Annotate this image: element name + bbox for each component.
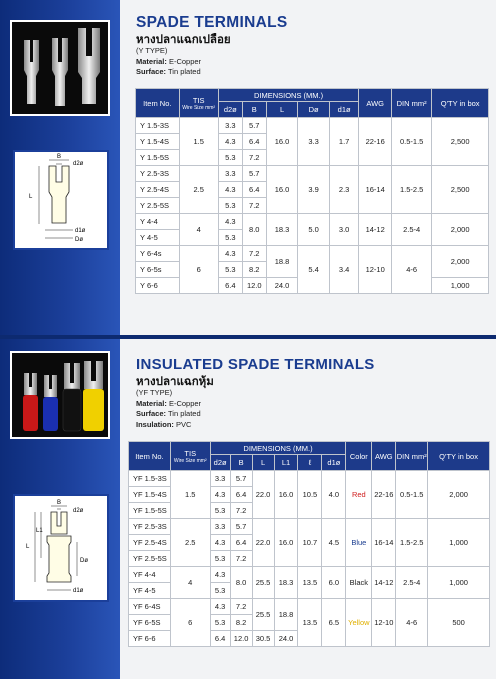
item-number-cell: Y 6-5s (136, 262, 180, 278)
table-cell: 25.5 (252, 599, 274, 631)
table-cell: 4 (170, 567, 210, 599)
insulated-terminal-drawing (13, 494, 109, 602)
table-cell: 22.0 (252, 519, 274, 567)
item-number-cell: Y 6-6 (136, 278, 180, 294)
table-cell: 24.0 (274, 631, 298, 647)
table-cell: 12.0 (230, 631, 252, 647)
header-dimensions: DIMENSIONS (MM.) (210, 442, 346, 455)
table-cell: 2.5-4 (396, 567, 428, 599)
table-cell: 0.5-1.5 (392, 118, 432, 166)
label-d1: d1ø (73, 588, 84, 594)
table-cell: 5.3 (210, 583, 230, 599)
table-cell: 5.3 (218, 198, 242, 214)
table-cell: 16.0 (274, 519, 298, 567)
table-cell: 14-12 (372, 567, 396, 599)
label-b: B (57, 500, 62, 506)
table-cell: 16-14 (359, 166, 392, 214)
insulation-line: Insulation: PVC (136, 419, 192, 429)
item-number-cell: Y 2.5-4S (136, 182, 180, 198)
table-cell: 4.3 (210, 487, 230, 503)
header-d2: d2ø (210, 455, 230, 471)
table-cell: 18.3 (274, 567, 298, 599)
spade-terminals-section (0, 0, 496, 335)
header-d2: d2ø (218, 102, 242, 118)
table-cell: 1.7 (329, 118, 358, 166)
header-color: Color (346, 442, 372, 471)
label-d: Dø (80, 558, 88, 564)
insulated-terminals-photo (10, 351, 110, 439)
item-number-cell: Y 2.5-3S (136, 166, 180, 182)
table-cell: 0.5-1.5 (396, 471, 428, 519)
label-l: L (29, 194, 33, 200)
table-cell: 5.7 (230, 519, 252, 535)
table-cell: 18.8 (266, 246, 298, 278)
color-yellow: Yellow (346, 599, 372, 647)
table-cell: 6.4 (230, 535, 252, 551)
color-red: Red (346, 471, 372, 519)
item-number-cell: YF 4-4 (129, 567, 171, 583)
table-cell: 4.0 (322, 471, 346, 519)
table-cell: 13.5 (298, 567, 322, 599)
header-d: Dø (298, 102, 330, 118)
material-line: Material: E-Copper (136, 398, 202, 408)
item-number-cell: YF 2.5-4S (129, 535, 171, 551)
spec-info (136, 388, 201, 430)
header-l1: L1 (274, 455, 298, 471)
table-cell: 3.0 (329, 214, 358, 246)
table-cell: 22-16 (372, 471, 396, 519)
table-cell: 1.5-2.5 (392, 166, 432, 214)
item-number-cell: Y 1.5-5S (136, 150, 180, 166)
table-cell: 8.0 (230, 567, 252, 599)
table-cell: 8.2 (242, 262, 266, 278)
header-din: DIN mm² (396, 442, 428, 471)
label-b: B (57, 154, 62, 160)
table-cell: 1,000 (428, 567, 490, 599)
table-cell: 2.5-4 (392, 214, 432, 246)
label-d2: d2ø (73, 161, 84, 167)
table-cell: 6.4 (210, 631, 230, 647)
table-cell: 7.2 (242, 246, 266, 262)
table-cell: 2,500 (432, 118, 489, 166)
table-cell: 12-10 (359, 246, 392, 294)
table-cell: 5.7 (242, 118, 266, 134)
item-number-cell: YF 1.5-3S (129, 471, 171, 487)
table-cell: 4.3 (218, 214, 242, 230)
table-cell: 24.0 (266, 278, 298, 294)
header-item: Item No. (129, 442, 171, 471)
section-title: SPADE TERMINALS (136, 14, 288, 31)
header-l: L (252, 455, 274, 471)
table-cell: 5.4 (298, 246, 330, 294)
header-tis: TIS Wire Size mm² (179, 89, 218, 118)
table-cell: 2.5 (170, 519, 210, 567)
table-row (129, 519, 490, 535)
label-d2: d2ø (73, 508, 84, 514)
table-cell: 3.3 (218, 118, 242, 134)
table-cell: 7.2 (242, 150, 266, 166)
table-cell: 5.3 (210, 551, 230, 567)
table-cell: 6.0 (322, 567, 346, 599)
table-cell: 3.9 (298, 166, 330, 214)
table-cell: 2,000 (428, 471, 490, 519)
surface-line: Surface: Tin plated (136, 409, 201, 418)
section-title: INSULATED SPADE TERMINALS (136, 356, 375, 373)
table-cell: 1.5 (170, 471, 210, 519)
header-b: B (230, 455, 252, 471)
header-d1: d1ø (329, 102, 358, 118)
color-black: Black (346, 567, 372, 599)
table-cell: 3.4 (329, 246, 358, 294)
table-cell: 2,500 (432, 166, 489, 214)
spade-spec-table (135, 88, 489, 294)
surface-line: Surface: Tin plated (136, 67, 201, 76)
table-cell: 30.5 (252, 631, 274, 647)
label-d: Dø (75, 237, 83, 243)
table-cell: 1.5-2.5 (396, 519, 428, 567)
table-cell: 25.5 (252, 567, 274, 599)
spec-info (136, 46, 201, 78)
type-label: (YF TYPE) (136, 388, 173, 397)
item-number-cell: YF 6-5S (129, 615, 171, 631)
table-cell: 16.0 (266, 118, 298, 166)
table-cell: 4 (179, 214, 218, 246)
table-row (136, 118, 489, 134)
table-cell: 16.0 (274, 471, 298, 519)
label-l1: L1 (36, 528, 43, 534)
header-ell: ℓ (298, 455, 322, 471)
table-cell: 12-10 (372, 599, 396, 647)
table-cell: 5.7 (230, 471, 252, 487)
header-l: L (266, 102, 298, 118)
table-cell: 1,000 (428, 519, 490, 567)
table-cell: 500 (428, 599, 490, 647)
table-cell: 13.5 (298, 599, 322, 647)
table-cell: 5.7 (242, 166, 266, 182)
table-cell: 2.5 (179, 166, 218, 214)
item-number-cell: YF 2.5-5S (129, 551, 171, 567)
table-cell: 4.3 (218, 182, 242, 198)
item-number-cell: YF 4-5 (129, 583, 171, 599)
section-thai-title: หางปลาแฉกหุ้ม (136, 376, 214, 388)
table-cell: 6.5 (322, 599, 346, 647)
header-item: Item No. (136, 89, 180, 118)
table-cell: 14-12 (359, 214, 392, 246)
table-cell: 22-16 (359, 118, 392, 166)
item-number-cell: YF 6-6 (129, 631, 171, 647)
table-cell: 6.4 (242, 134, 266, 150)
item-number-cell: Y 4-4 (136, 214, 180, 230)
header-qty: Q'TY in box (432, 89, 489, 118)
header-b: B (242, 102, 266, 118)
table-cell: 4-6 (392, 246, 432, 294)
table-cell: 6.4 (218, 278, 242, 294)
table-cell: 7.2 (242, 198, 266, 214)
table-cell: 16.0 (266, 166, 298, 214)
type-label: (Y TYPE) (136, 46, 168, 55)
table-cell: 4.3 (210, 567, 230, 583)
table-cell: 8.0 (242, 214, 266, 246)
table-cell: 7.2 (230, 599, 252, 615)
header-awg: AWG (359, 89, 392, 118)
table-cell: 7.2 (230, 503, 252, 519)
table-cell: 8.2 (230, 615, 252, 631)
table-row (129, 599, 490, 615)
table-cell: 6.4 (242, 182, 266, 198)
table-cell: 6.4 (230, 487, 252, 503)
material-line: Material: E-Copper (136, 56, 202, 66)
table-cell: 18.8 (274, 599, 298, 631)
table-cell: 22.0 (252, 471, 274, 519)
table-cell: 12.0 (242, 278, 266, 294)
table-cell: 5.3 (218, 230, 242, 246)
section-thai-title: หางปลาแฉกเปลือย (136, 34, 231, 46)
label-d1: d1ø (75, 228, 86, 234)
header-qty: Q'TY in box (428, 442, 490, 471)
table-cell: 4.3 (210, 535, 230, 551)
item-number-cell: Y 1.5-4S (136, 134, 180, 150)
header-din: DIN mm² (392, 89, 432, 118)
table-cell: 6 (179, 246, 218, 294)
table-cell: 5.3 (210, 503, 230, 519)
table-cell: 10.5 (298, 471, 322, 519)
table-cell: 4.5 (322, 519, 346, 567)
table-cell: 3.3 (210, 471, 230, 487)
table-cell: 2,000 (432, 246, 489, 278)
table-cell: 1.5 (179, 118, 218, 166)
insulated-spec-table (128, 441, 490, 647)
table-cell: 10.7 (298, 519, 322, 567)
item-number-cell: YF 6-4S (129, 599, 171, 615)
table-cell: 4-6 (396, 599, 428, 647)
table-row (136, 246, 489, 262)
table-cell: 7.2 (230, 551, 252, 567)
table-cell: 5.3 (218, 262, 242, 278)
header-d1: d1ø (322, 455, 346, 471)
color-blue: Blue (346, 519, 372, 567)
table-cell: 1,000 (432, 278, 489, 294)
table-cell: 3.3 (218, 166, 242, 182)
table-cell: 5.0 (298, 214, 330, 246)
header-dimensions: DIMENSIONS (MM.) (218, 89, 359, 102)
table-cell: 2,000 (432, 214, 489, 246)
item-number-cell: Y 4-5 (136, 230, 180, 246)
header-tis: TIS Wire Size mm² (170, 442, 210, 471)
spade-terminals-photo (10, 20, 110, 116)
table-row (129, 567, 490, 583)
spade-terminal-drawing (13, 150, 109, 250)
table-row (136, 214, 489, 230)
item-number-cell: YF 1.5-4S (129, 487, 171, 503)
item-number-cell: YF 2.5-3S (129, 519, 171, 535)
table-cell: 5.3 (218, 150, 242, 166)
table-row (129, 471, 490, 487)
table-cell: 5.3 (210, 615, 230, 631)
table-cell: 4.3 (218, 134, 242, 150)
table-cell: 16-14 (372, 519, 396, 567)
item-number-cell: Y 6-4s (136, 246, 180, 262)
table-cell: 2.3 (329, 166, 358, 214)
item-number-cell: YF 1.5-5S (129, 503, 171, 519)
label-l: L (26, 544, 30, 550)
table-cell: 3.3 (298, 118, 330, 166)
insulated-spade-terminals-section (0, 339, 496, 679)
table-cell: 4.3 (218, 246, 242, 262)
item-number-cell: Y 2.5-5S (136, 198, 180, 214)
table-cell: 4.3 (210, 599, 230, 615)
table-cell: 3.3 (210, 519, 230, 535)
table-row (136, 166, 489, 182)
table-cell: 18.3 (266, 214, 298, 246)
item-number-cell: Y 1.5-3S (136, 118, 180, 134)
header-awg: AWG (372, 442, 396, 471)
table-cell: 6 (170, 599, 210, 647)
